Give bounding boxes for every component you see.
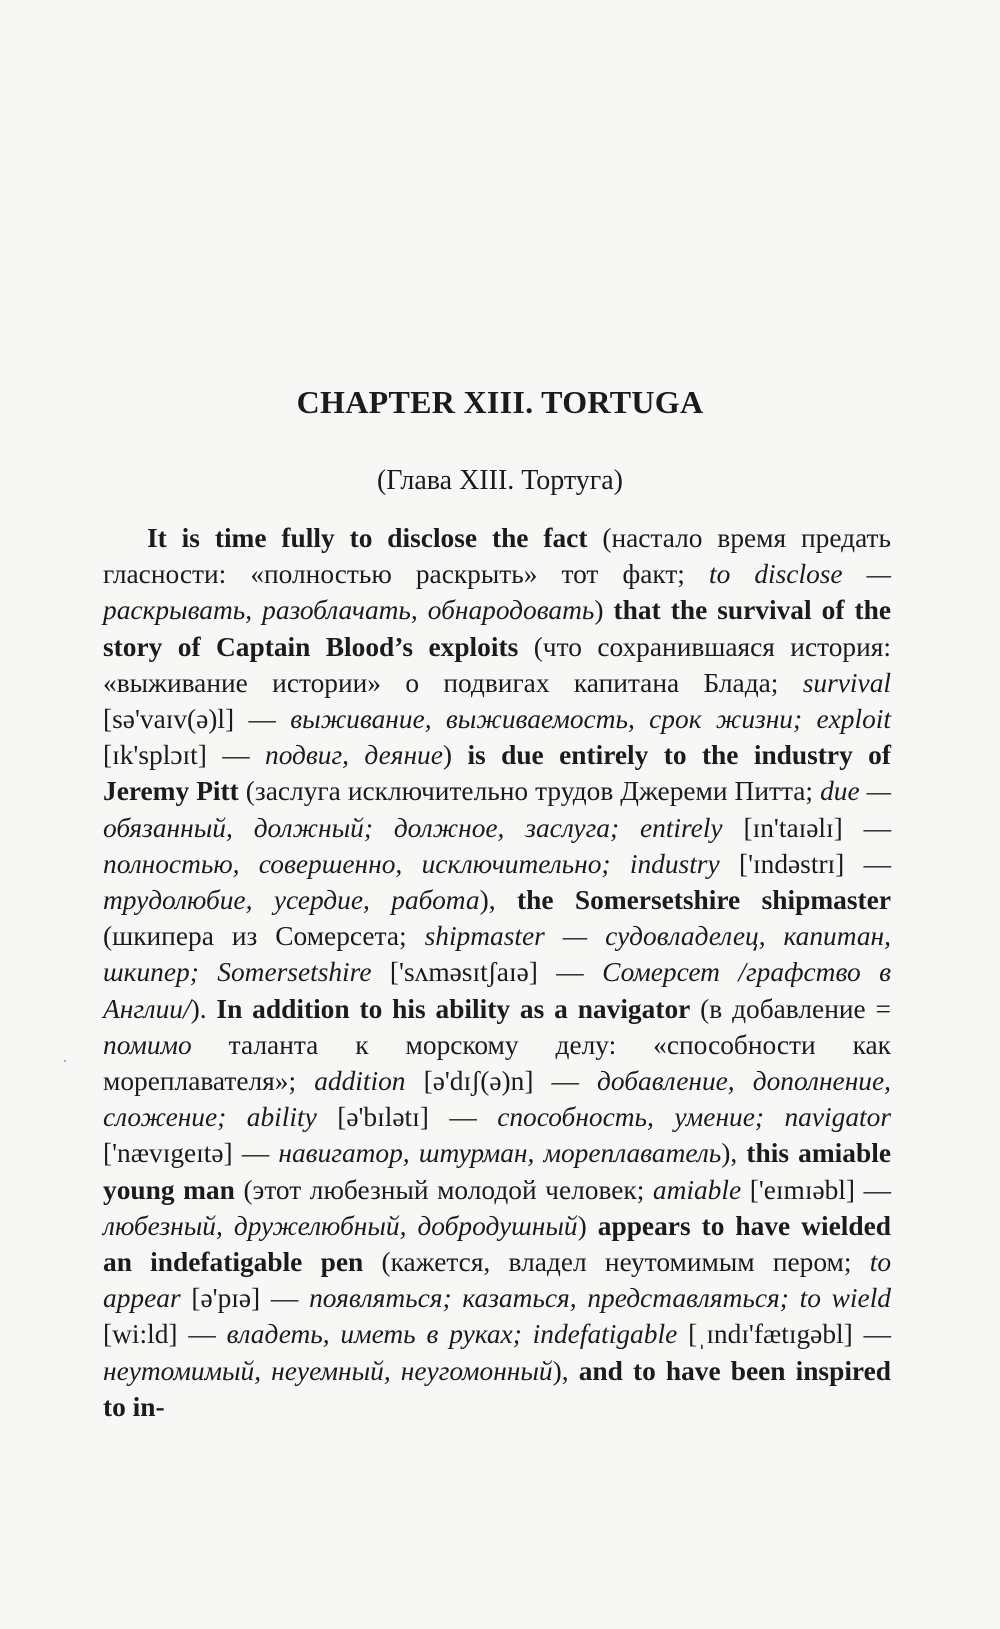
english-phrase: and to have been inspired to in- xyxy=(103,1355,891,1422)
translation-text: ['sʌməsɪtʃaɪə] — xyxy=(371,957,603,988)
english-phrase: appears to have wielded an indefatigable pen xyxy=(103,1210,891,1278)
translation-text: ), xyxy=(552,1355,579,1386)
chapter-subtitle: (Глава XIII. Тортуга) xyxy=(376,465,623,496)
translation-text: (кажется, владел неутомимым пером; xyxy=(363,1247,870,1278)
print-speck xyxy=(64,1060,66,1062)
english-phrase: this amiable young man xyxy=(103,1138,891,1205)
italic-gloss: способность, умение; navigator xyxy=(497,1102,891,1133)
italic-gloss: выживание, выживаемость, срок жизни; exploit xyxy=(290,704,892,735)
translation-text: (настало время предать гласности: «полностью раскрыть» тот факт; xyxy=(103,523,891,590)
italic-gloss: to appear xyxy=(103,1247,892,1314)
translation-text: ), xyxy=(479,885,517,916)
translation-text: ['ɪndəstrɪ] — xyxy=(719,848,891,879)
translation-text: ) xyxy=(594,595,614,626)
chapter-title: CHAPTER XIII. TORTUGA xyxy=(296,384,704,420)
translation-text: [ə'bɪlətɪ] — xyxy=(316,1102,498,1133)
translation-text: ), xyxy=(721,1138,747,1169)
italic-gloss: survival xyxy=(802,667,891,698)
italic-gloss: неутомимый, неуемный, неугомонный xyxy=(103,1355,553,1386)
translation-text: (шкипера из Сомерсета; xyxy=(103,921,425,952)
translation-text: ['nævɪgeɪtə] — xyxy=(103,1138,279,1169)
translation-text: ['eɪmɪəbl] — xyxy=(741,1174,891,1205)
translation-text: (этот любезный молодой человек; xyxy=(234,1174,653,1205)
italic-gloss: трудолюбие, усердие, работа xyxy=(103,885,480,916)
italic-gloss: помимо xyxy=(103,1029,192,1060)
translation-text: [ə'pɪə] — xyxy=(180,1283,310,1314)
italic-gloss: due — обязанный, должный; должное, заслуга; entirely xyxy=(103,776,891,843)
translation-text: ) xyxy=(442,740,468,771)
translation-text: [sə'vaɪv(ə)l] — xyxy=(103,704,291,735)
translation-text: ). xyxy=(190,993,217,1024)
translation-text: [ə'dɪʃ(ə)n] — xyxy=(405,1066,598,1097)
italic-gloss: amiable xyxy=(652,1174,742,1205)
body-paragraph xyxy=(103,520,891,1425)
english-phrase: that the survival of the story of Captain Blood’s exploits xyxy=(103,595,891,662)
english-phrase: the Somersetshire shipmaster xyxy=(516,885,891,916)
italic-gloss: любезный, дружелюбный, добродушный xyxy=(103,1210,578,1241)
italic-gloss: навигатор, штурман, мореплаватель xyxy=(278,1138,722,1169)
translation-text: таланта к морскому делу: «способности как мореплавателя»; xyxy=(103,1029,891,1097)
translation-text: [wi:ld] — xyxy=(103,1319,227,1350)
italic-gloss: добавление, дополнение, сложение; ability xyxy=(103,1066,891,1133)
italic-gloss: shipmaster — судовладелец, капитан, шкипер; Somersetshire xyxy=(103,921,891,988)
italic-gloss: полностью, совершенно, исключительно; industry xyxy=(103,848,720,879)
translation-text: (заслуга исключительно трудов Джереми Питта; xyxy=(238,776,821,807)
translation-text: (что сохранившаяся история: «выживание истории» о подвигах капитана Блада; xyxy=(103,631,891,698)
english-phrase: In addition to his ability as a navigator xyxy=(216,993,691,1024)
english-phrase: It is time fully to disclose the fact xyxy=(147,523,588,553)
italic-gloss: подвиг, деяние xyxy=(265,740,443,771)
translation-text: [ɪk'splɔɪt] — xyxy=(103,740,265,771)
italic-gloss: Сомерсет /графство в Англии/ xyxy=(103,957,892,1024)
translation-text: [ɪn'taɪəlɪ] — xyxy=(722,812,891,843)
italic-gloss: addition xyxy=(314,1066,406,1097)
italic-gloss: владеть, иметь в руках; indefatigable xyxy=(226,1319,678,1350)
italic-gloss: to disclose — раскрывать, разоблачать, обнародовать xyxy=(103,559,891,626)
translation-text: (в добавление = xyxy=(690,993,891,1024)
english-phrase: is due entirely to the industry of Jeremy Pitt xyxy=(103,740,891,807)
translation-text: [ˌɪndɪ'fætɪgəbl] — xyxy=(677,1319,892,1350)
italic-gloss: появляться; казаться, представляться; to wield xyxy=(309,1283,892,1314)
translation-text: ) xyxy=(577,1210,598,1241)
